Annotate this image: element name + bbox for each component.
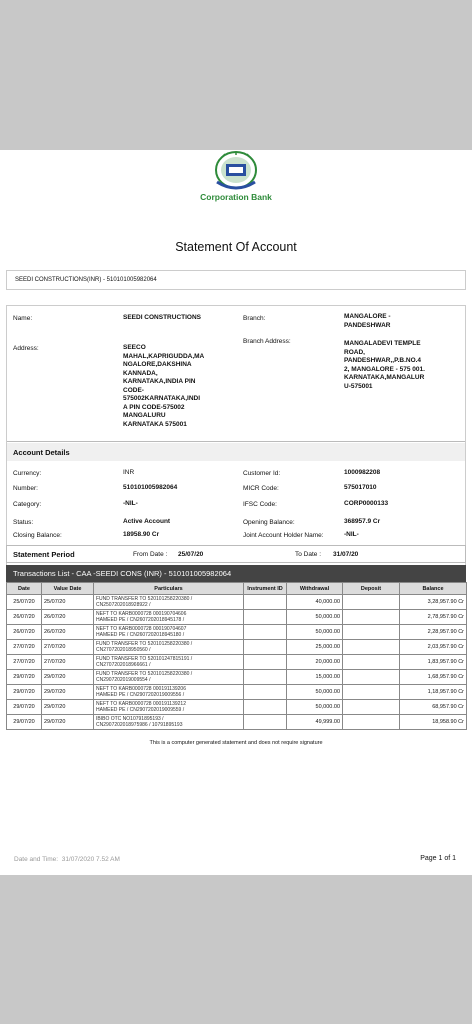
cell-instrument-id [244,700,287,715]
closing-balance-value: 18958.90 Cr [123,531,160,538]
category-value: -NIL- [123,500,138,507]
cell-instrument-id [244,655,287,670]
table-row [7,610,467,625]
cell-deposit [343,670,400,685]
col-date: Date [7,583,42,595]
opening-balance-value: 368957.9 Cr [344,518,381,525]
col-particulars: Particulars [94,583,244,595]
cell-deposit [343,700,400,715]
micr-value: 575017010 [344,484,377,491]
cell-balance: 3,28,957.90 Cr [400,595,467,610]
statement-period-heading: Statement Period [13,550,75,559]
name-label: Name: [13,315,33,322]
cell-deposit [343,685,400,700]
cell-date: 26/07/20 [7,625,42,640]
currency-value: INR [123,469,135,476]
disclaimer: This is a computer generated statement and does not require signature [149,740,323,746]
col-instrument-id: Instrument ID [244,583,287,595]
cell-value-date: 26/07/20 [42,625,94,640]
transactions-heading: Transactions List - CAA -SEEDI CONS (INR) - 510101005982064 [6,565,466,582]
table-row [7,670,467,685]
cell-date: 27/07/20 [7,655,42,670]
customer-id-label: Customer Id: [243,470,281,477]
table-row [7,625,467,640]
cell-withdrawal: 20,000.00 [287,655,343,670]
account-header-line: SEEDI CONSTRUCTIONS(INR) - 510101005982064 [6,270,466,290]
table-row [7,700,467,715]
table-row [7,595,467,610]
opening-balance-label: Opening Balance: [243,519,295,526]
customer-address: SEECO MAHAL,KAPRIGUDDA,MA NGALORE,DAKSHINA KANNADA, KARNATAKA,INDIA PIN CODE- 575002KARNATAKA,INDI A PIN CODE-575002 MANGALURU KARNATAKA 575001 [123,344,205,428]
cell-particulars: FUND TRANSFER TO 520101258220380 / CN2907202019009554 / [94,670,244,685]
col-withdrawal: Withdrawal [287,583,343,595]
from-date-label: From Date : [133,551,168,558]
statement-period-bar [6,545,466,563]
account-details-heading: Account Details [7,443,465,461]
branch-value: MANGALORE - PANDESHWAR [344,313,391,329]
cell-deposit [343,715,400,730]
closing-balance-label: Closing Balance: [13,532,62,539]
cell-date: 29/07/20 [7,685,42,700]
cell-withdrawal: 50,000.00 [287,625,343,640]
cell-balance: 68,957.90 Cr [400,700,467,715]
cell-date: 25/07/20 [7,595,42,610]
cell-withdrawal: 50,000.00 [287,685,343,700]
cell-particulars: FUND TRANSFER TO 520101247815191 / CN2707202018966661 / [94,655,244,670]
table-header-row [7,583,467,595]
cell-value-date: 27/07/20 [42,640,94,655]
category-label: Category: [13,501,42,508]
transactions-table [6,582,467,730]
cell-instrument-id [244,625,287,640]
cell-particulars: FUND TRANSFER TO 520101258220380 / CN2707202018950560 / [94,640,244,655]
cell-withdrawal: 15,000.00 [287,670,343,685]
cell-deposit [343,595,400,610]
cell-particulars: NEFT TO KARB0000728 000190704606 HAMEED PE / CN2607202018945178 / [94,610,244,625]
cell-instrument-id [244,640,287,655]
footer-datetime: Date and Time: 31/07/2020 7.52 AM [14,856,120,863]
statement-page [0,150,472,875]
transactions-body [7,595,467,730]
to-date-value: 31/07/20 [333,551,359,558]
cell-withdrawal: 49,999.00 [287,715,343,730]
currency-label: Currency: [13,470,42,477]
cell-instrument-id [244,595,287,610]
joint-holder-label: Joint Account Holder Name: [243,532,324,539]
account-number-value: 510101005982064 [123,484,178,491]
customer-id-value: 1000982208 [344,469,381,476]
cell-balance: 1,18,957.90 Cr [400,685,467,700]
cell-withdrawal: 50,000.00 [287,700,343,715]
corporation-bank-logo [207,150,265,194]
cell-deposit [343,625,400,640]
table-row [7,715,467,730]
cell-value-date: 29/07/20 [42,685,94,700]
cell-balance: 2,28,957.90 Cr [400,625,467,640]
cell-withdrawal: 40,000.00 [287,595,343,610]
branch-address-label: Branch Address: [243,338,291,345]
customer-name: SEEDI CONSTRUCTIONS [123,314,202,321]
cell-instrument-id [244,715,287,730]
from-date-value: 25/07/20 [178,551,204,558]
ifsc-value: CORP0000133 [344,500,389,507]
table-row [7,655,467,670]
cell-value-date: 27/07/20 [42,655,94,670]
bank-name: Corporation Bank [200,192,272,202]
cell-value-date: 25/07/20 [42,595,94,610]
divider [7,441,465,442]
number-label: Number: [13,485,38,492]
cell-balance: 2,78,957.90 Cr [400,610,467,625]
to-date-label: To Date : [295,551,322,558]
cell-value-date: 26/07/20 [42,610,94,625]
status-value: Active Account [123,518,171,525]
col-value-date: Value Date [42,583,94,595]
col-deposit: Deposit [343,583,400,595]
cell-instrument-id [244,610,287,625]
cell-value-date: 29/07/20 [42,715,94,730]
cell-particulars: FUND TRANSFER TO 520101258220380 / CN2507202018928922 / [94,595,244,610]
table-row [7,685,467,700]
cell-particulars: IBIBO OTC NO10791895193 / CN2907202018975986 / 10791895193 [94,715,244,730]
cell-date: 29/07/20 [7,715,42,730]
statement-title: Statement Of Account [175,240,297,254]
cell-withdrawal: 50,000.00 [287,610,343,625]
cell-particulars: NEFT TO KARB0000728 000191139206 HAMEED PE / CN2907202019009556 / [94,685,244,700]
cell-balance: 1,83,957.90 Cr [400,655,467,670]
status-label: Status: [13,519,34,526]
cell-deposit [343,655,400,670]
micr-label: MICR Code: [243,485,279,492]
table-row [7,640,467,655]
ifsc-label: IFSC Code: [243,501,277,508]
cell-balance: 18,958.90 Cr [400,715,467,730]
cell-withdrawal: 25,000.00 [287,640,343,655]
cell-date: 27/07/20 [7,640,42,655]
cell-value-date: 29/07/20 [42,700,94,715]
col-balance: Balance [400,583,467,595]
joint-holder-value: -NIL- [344,531,359,538]
cell-date: 29/07/20 [7,670,42,685]
footer-page-number: Page 1 of 1 [420,855,456,862]
cell-instrument-id [244,670,287,685]
branch-address-value: MANGALADEVI TEMPLE ROAD, PANDESHWAR,,P.B.NO.4 2, MANGALORE - 575 001. KARNATAKA,MANGALUR U-575001 [344,340,425,390]
cell-balance: 1,68,957.90 Cr [400,670,467,685]
cell-deposit [343,610,400,625]
cell-date: 29/07/20 [7,700,42,715]
cell-balance: 2,03,957.90 Cr [400,640,467,655]
cell-instrument-id [244,685,287,700]
cell-particulars: NEFT TO KARB0000728 000190704607 HAMEED PE / CN2607202018945180 / [94,625,244,640]
cell-date: 26/07/20 [7,610,42,625]
address-label: Address: [13,345,39,352]
cell-deposit [343,640,400,655]
branch-label: Branch: [243,315,266,322]
cell-value-date: 29/07/20 [42,670,94,685]
cell-particulars: NEFT TO KARB0000728 000191139212 HAMEED PE / CN2907202019009559 / [94,700,244,715]
